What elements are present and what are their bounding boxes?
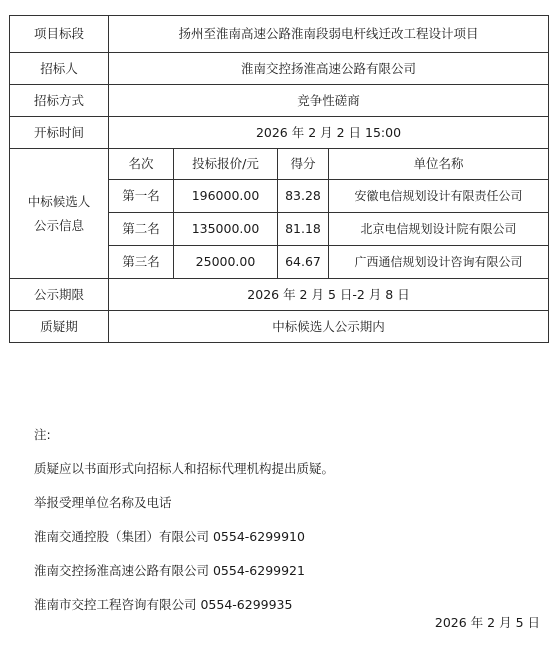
- candidate-rank: 第一名: [109, 180, 174, 213]
- candidate-rank: 第二名: [109, 213, 174, 246]
- header-price: 投标报价/元: [174, 149, 278, 180]
- candidates-header-row: [10, 149, 549, 180]
- publicity-period-label: 公示期限: [10, 279, 109, 311]
- opening-time-value: 2026 年 2 月 2 日 15:00: [109, 117, 549, 149]
- candidate-score: 81.18: [278, 213, 329, 246]
- project-label: 项目标段: [10, 16, 109, 53]
- candidate-company: 广西通信规划设计咨询有限公司: [329, 246, 549, 279]
- method-row: [10, 85, 549, 117]
- notes-section: [34, 418, 334, 622]
- header-rank: 名次: [109, 149, 174, 180]
- candidates-label: [10, 149, 109, 279]
- candidates-label-line2: 公示信息: [33, 217, 84, 233]
- candidate-rank: 第三名: [109, 246, 174, 279]
- tenderer-value: 淮南交控扬淮高速公路有限公司: [109, 53, 549, 85]
- notes-report-heading: 举报受理单位名称及电话: [34, 495, 172, 510]
- method-label: 招标方式: [10, 85, 109, 117]
- candidate-score: 83.28: [278, 180, 329, 213]
- publicity-period-row: [10, 279, 549, 311]
- header-company: 单位名称: [329, 149, 549, 180]
- query-period-label: 质疑期: [10, 311, 109, 343]
- query-period-row: [10, 311, 549, 343]
- candidate-price: 196000.00: [174, 180, 278, 213]
- notes-contact-line: 淮南市交控工程咨询有限公司 0554-6299935: [34, 597, 293, 612]
- project-row: [10, 16, 549, 53]
- opening-time-row: [10, 117, 549, 149]
- method-value: 竞争性磋商: [109, 85, 549, 117]
- candidates-label-line1: 中标候选人: [27, 193, 91, 209]
- header-score: 得分: [278, 149, 329, 180]
- candidate-company: 安徽电信规划设计有限责任公司: [329, 180, 549, 213]
- tenderer-label: 招标人: [10, 53, 109, 85]
- notes-title: 注:: [34, 427, 51, 442]
- project-value: 扬州至淮南高速公路淮南段弱电杆线迁改工程设计项目: [109, 16, 549, 53]
- tenderer-row: [10, 53, 549, 85]
- opening-time-label: 开标时间: [10, 117, 109, 149]
- notes-contact-line: 淮南交控扬淮高速公路有限公司 0554-6299921: [34, 563, 305, 578]
- candidate-price: 135000.00: [174, 213, 278, 246]
- bid-result-table: [9, 15, 549, 343]
- announcement-date: 2026 年 2 月 5 日: [434, 615, 540, 630]
- query-period-value: 中标候选人公示期内: [109, 311, 549, 343]
- notes-objection-text: 质疑应以书面形式向招标人和招标代理机构提出质疑。: [34, 461, 335, 476]
- publicity-period-value: 2026 年 2 月 5 日-2 月 8 日: [109, 279, 549, 311]
- candidate-score: 64.67: [278, 246, 329, 279]
- candidate-company: 北京电信规划设计院有限公司: [329, 213, 549, 246]
- candidate-price: 25000.00: [174, 246, 278, 279]
- notes-contact-line: 淮南交通控股（集团）有限公司 0554-6299910: [34, 529, 305, 544]
